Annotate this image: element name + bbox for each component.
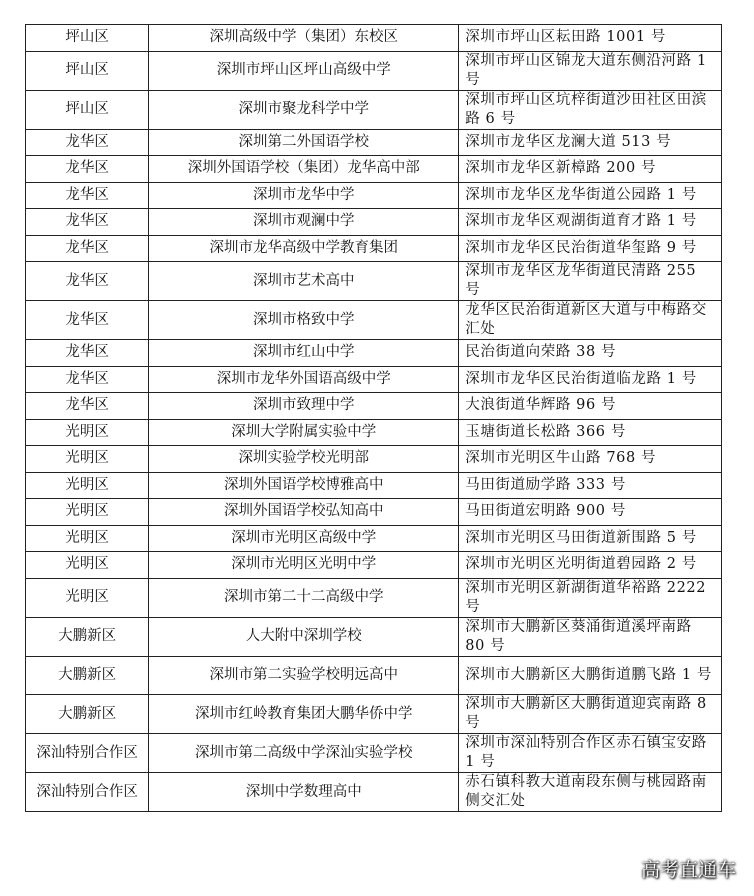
table-row — [26, 182, 722, 209]
table-row — [26, 129, 722, 156]
school-name-cell: 深圳市第二十二高级中学 — [149, 578, 459, 617]
district-cell: 龙华区 — [26, 209, 149, 236]
table-row — [26, 695, 722, 734]
address-cell: 深圳市大鹏新区大鹏街道迎宾南路 8 号 — [459, 695, 722, 734]
school-name-cell: 深圳高级中学（集团）东校区 — [149, 25, 459, 52]
district-cell: 坪山区 — [26, 25, 149, 52]
table-row — [26, 617, 722, 656]
district-cell: 光明区 — [26, 525, 149, 552]
address-cell: 深圳市龙华区龙华街道民清路 255 号 — [459, 262, 722, 301]
school-name-cell: 深圳外国语学校博雅高中 — [149, 472, 459, 499]
address-cell: 深圳市大鹏新区大鹏街道鹏飞路 1 号 — [459, 656, 722, 695]
school-name-cell: 深圳市龙华高级中学教育集团 — [149, 235, 459, 262]
address-cell: 深圳市光明区马田街道新围路 5 号 — [459, 525, 722, 552]
table-row — [26, 446, 722, 473]
district-cell: 龙华区 — [26, 129, 149, 156]
school-name-cell: 深圳市观澜中学 — [149, 209, 459, 236]
address-cell: 深圳市深汕特别合作区赤石镇宝安路 1 号 — [459, 734, 722, 773]
address-cell: 深圳市龙华区龙澜大道 513 号 — [459, 129, 722, 156]
school-name-cell: 深圳市光明区光明中学 — [149, 552, 459, 579]
district-cell: 龙华区 — [26, 340, 149, 367]
address-cell: 深圳市龙华区观湖街道育才路 1 号 — [459, 209, 722, 236]
table-row — [26, 552, 722, 579]
district-cell: 光明区 — [26, 472, 149, 499]
table-row — [26, 301, 722, 340]
table-row — [26, 156, 722, 183]
address-cell: 大浪街道华辉路 96 号 — [459, 393, 722, 420]
table-row — [26, 25, 722, 52]
school-name-cell: 深圳市坪山区坪山高级中学 — [149, 51, 459, 90]
district-cell: 深汕特别合作区 — [26, 773, 149, 812]
school-name-cell: 深圳第二外国语学校 — [149, 129, 459, 156]
district-cell: 龙华区 — [26, 301, 149, 340]
district-cell: 龙华区 — [26, 156, 149, 183]
table-row — [26, 525, 722, 552]
address-cell: 深圳市龙华区新樟路 200 号 — [459, 156, 722, 183]
table-row — [26, 340, 722, 367]
district-cell: 龙华区 — [26, 182, 149, 209]
school-address-document — [25, 24, 722, 812]
district-cell: 大鹏新区 — [26, 656, 149, 695]
table-row — [26, 734, 722, 773]
district-cell: 光明区 — [26, 552, 149, 579]
table-row — [26, 366, 722, 393]
address-cell: 深圳市坪山区耘田路 1001 号 — [459, 25, 722, 52]
school-table — [25, 24, 722, 812]
district-cell: 大鹏新区 — [26, 695, 149, 734]
district-cell: 光明区 — [26, 446, 149, 473]
school-name-cell: 深圳市格致中学 — [149, 301, 459, 340]
table-row — [26, 262, 722, 301]
table-row — [26, 419, 722, 446]
address-cell: 深圳市光明区光明街道碧园路 2 号 — [459, 552, 722, 579]
school-name-cell: 深圳市聚龙科学中学 — [149, 90, 459, 129]
school-name-cell: 深圳中学数理高中 — [149, 773, 459, 812]
address-cell: 民治街道向荣路 38 号 — [459, 340, 722, 367]
address-cell: 马田街道宏明路 900 号 — [459, 499, 722, 526]
district-cell: 光明区 — [26, 499, 149, 526]
district-cell: 龙华区 — [26, 393, 149, 420]
district-cell: 光明区 — [26, 578, 149, 617]
watermark: 高考直通车 — [640, 859, 736, 881]
table-row — [26, 51, 722, 90]
district-cell: 光明区 — [26, 419, 149, 446]
school-name-cell: 深圳市艺术高中 — [149, 262, 459, 301]
table-row — [26, 472, 722, 499]
table-row — [26, 656, 722, 695]
table-row — [26, 235, 722, 262]
district-cell: 龙华区 — [26, 366, 149, 393]
table-row — [26, 499, 722, 526]
district-cell: 大鹏新区 — [26, 617, 149, 656]
table-row — [26, 578, 722, 617]
address-cell: 龙华区民治街道新区大道与中梅路交汇处 — [459, 301, 722, 340]
school-name-cell: 深圳市红岭教育集团大鹏华侨中学 — [149, 695, 459, 734]
school-name-cell: 深圳市红山中学 — [149, 340, 459, 367]
table-row — [26, 90, 722, 129]
school-name-cell: 深圳市致理中学 — [149, 393, 459, 420]
table-row — [26, 393, 722, 420]
address-cell: 深圳市光明区新湖街道华裕路 2222 号 — [459, 578, 722, 617]
address-cell: 马田街道励学路 333 号 — [459, 472, 722, 499]
address-cell: 赤石镇科教大道南段东侧与桃园路南侧交汇处 — [459, 773, 722, 812]
address-cell: 深圳市龙华区民治街道华玺路 9 号 — [459, 235, 722, 262]
school-name-cell: 深圳外国语学校（集团）龙华高中部 — [149, 156, 459, 183]
district-cell: 深汕特别合作区 — [26, 734, 149, 773]
address-cell: 深圳市坪山区坑梓街道沙田社区田滨路 6 号 — [459, 90, 722, 129]
district-cell: 龙华区 — [26, 235, 149, 262]
school-name-cell: 深圳实验学校光明部 — [149, 446, 459, 473]
district-cell: 龙华区 — [26, 262, 149, 301]
district-cell: 坪山区 — [26, 51, 149, 90]
address-cell: 深圳市坪山区锦龙大道东侧沿河路 1 号 — [459, 51, 722, 90]
school-name-cell: 深圳大学附属实验中学 — [149, 419, 459, 446]
school-name-cell: 深圳市光明区高级中学 — [149, 525, 459, 552]
address-cell: 玉塘街道长松路 366 号 — [459, 419, 722, 446]
address-cell: 深圳市龙华区龙华街道公园路 1 号 — [459, 182, 722, 209]
address-cell: 深圳市大鹏新区葵涌街道溪坪南路 80 号 — [459, 617, 722, 656]
table-row — [26, 209, 722, 236]
table-body — [26, 25, 722, 812]
district-cell: 坪山区 — [26, 90, 149, 129]
school-name-cell: 深圳市第二高级中学深汕实验学校 — [149, 734, 459, 773]
address-cell: 深圳市光明区牛山路 768 号 — [459, 446, 722, 473]
school-name-cell: 深圳市第二实验学校明远高中 — [149, 656, 459, 695]
school-name-cell: 深圳外国语学校弘知高中 — [149, 499, 459, 526]
address-cell: 深圳市龙华区民治街道临龙路 1 号 — [459, 366, 722, 393]
school-name-cell: 深圳市龙华中学 — [149, 182, 459, 209]
school-name-cell: 深圳市龙华外国语高级中学 — [149, 366, 459, 393]
school-name-cell: 人大附中深圳学校 — [149, 617, 459, 656]
table-row — [26, 773, 722, 812]
